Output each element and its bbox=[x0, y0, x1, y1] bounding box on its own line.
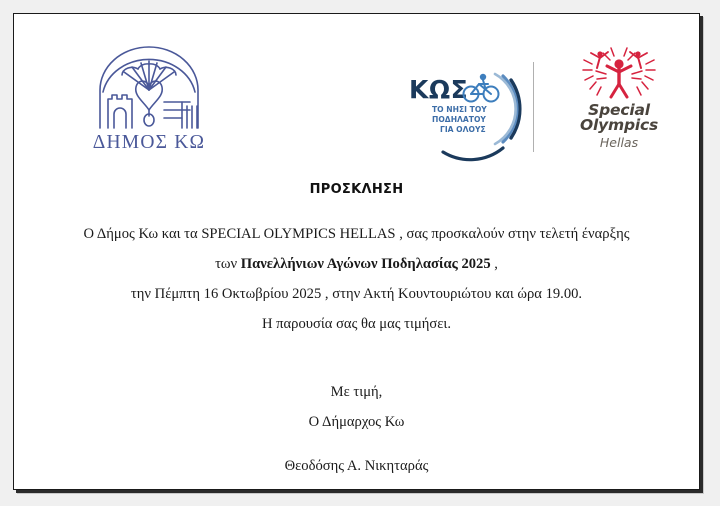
svg-text:ΤΟ ΝΗΣΙ ΤΟΥ: ΤΟ ΝΗΣΙ ΤΟΥ bbox=[432, 105, 487, 114]
special-olympics-wordmark bbox=[559, 103, 679, 133]
invitation-line-2-prefix: των bbox=[215, 256, 241, 272]
document-title: ΠΡΟΣΚΛΗΣΗ bbox=[309, 182, 404, 197]
invitation-line-4-text: Η παρουσία σας θα μας τιμήσει. bbox=[261, 316, 452, 332]
invitation-body bbox=[14, 219, 699, 339]
municipality-logo-name: ΔΗΜΟΣ ΚΩ bbox=[92, 132, 206, 153]
special-olympics-subtitle: Hellas bbox=[599, 135, 639, 150]
invitation-line-1-text: Ο Δήμος Κω και τα SPECIAL OLYMPICS HELLAS , σας προσκαλούν στην τελετή έναρξης bbox=[83, 226, 630, 242]
invitation-line-2 bbox=[14, 249, 699, 279]
svg-text:ΓΙΑ ΟΛΟΥΣ: ΓΙΑ ΟΛΟΥΣ bbox=[440, 125, 486, 134]
special-olympics-emblem-icon bbox=[582, 44, 656, 102]
invitation-line-3 bbox=[14, 279, 699, 309]
special-olympics-title-line1: Special bbox=[588, 101, 650, 119]
kos-bicycle-island-emblem-icon bbox=[399, 54, 529, 164]
svg-text:ΚΩΣ: ΚΩΣ bbox=[409, 75, 469, 104]
invitation-line-3-text: την Πέμπτη 16 Οκτωβρίου 2025 , στην Ακτή Κουντουριώτου και ώρα 19.00. bbox=[130, 286, 583, 302]
signature-role: Ο Δήμαρχος Κω bbox=[308, 414, 405, 430]
svg-text:ΠΟΔΗΛΑΤΟΥ: ΠΟΔΗΛΑΤΟΥ bbox=[432, 115, 486, 124]
invitation-line-2-emphasis: Πανελλήνιων Αγώνων Ποδηλασίας 2025 bbox=[240, 256, 491, 272]
bicycle-island-logo bbox=[399, 54, 529, 164]
document-page bbox=[13, 13, 700, 490]
logo-header-band bbox=[14, 14, 699, 164]
special-olympics-title-line2: Olympics bbox=[580, 116, 658, 134]
special-olympics-logo bbox=[559, 44, 679, 150]
kos-municipality-emblem-icon bbox=[94, 44, 204, 130]
logo-divider bbox=[533, 62, 534, 152]
municipality-logo bbox=[64, 44, 234, 154]
invitation-line-1 bbox=[14, 219, 699, 249]
invitation-line-4 bbox=[14, 309, 699, 339]
signature-spacer bbox=[14, 437, 699, 451]
signature-block bbox=[14, 377, 699, 481]
invitation-line-2-suffix: , bbox=[490, 256, 498, 272]
signature-name: Θεοδόσης Α. Νικηταράς bbox=[284, 458, 429, 474]
signature-closing: Με τιμή, bbox=[330, 384, 383, 400]
